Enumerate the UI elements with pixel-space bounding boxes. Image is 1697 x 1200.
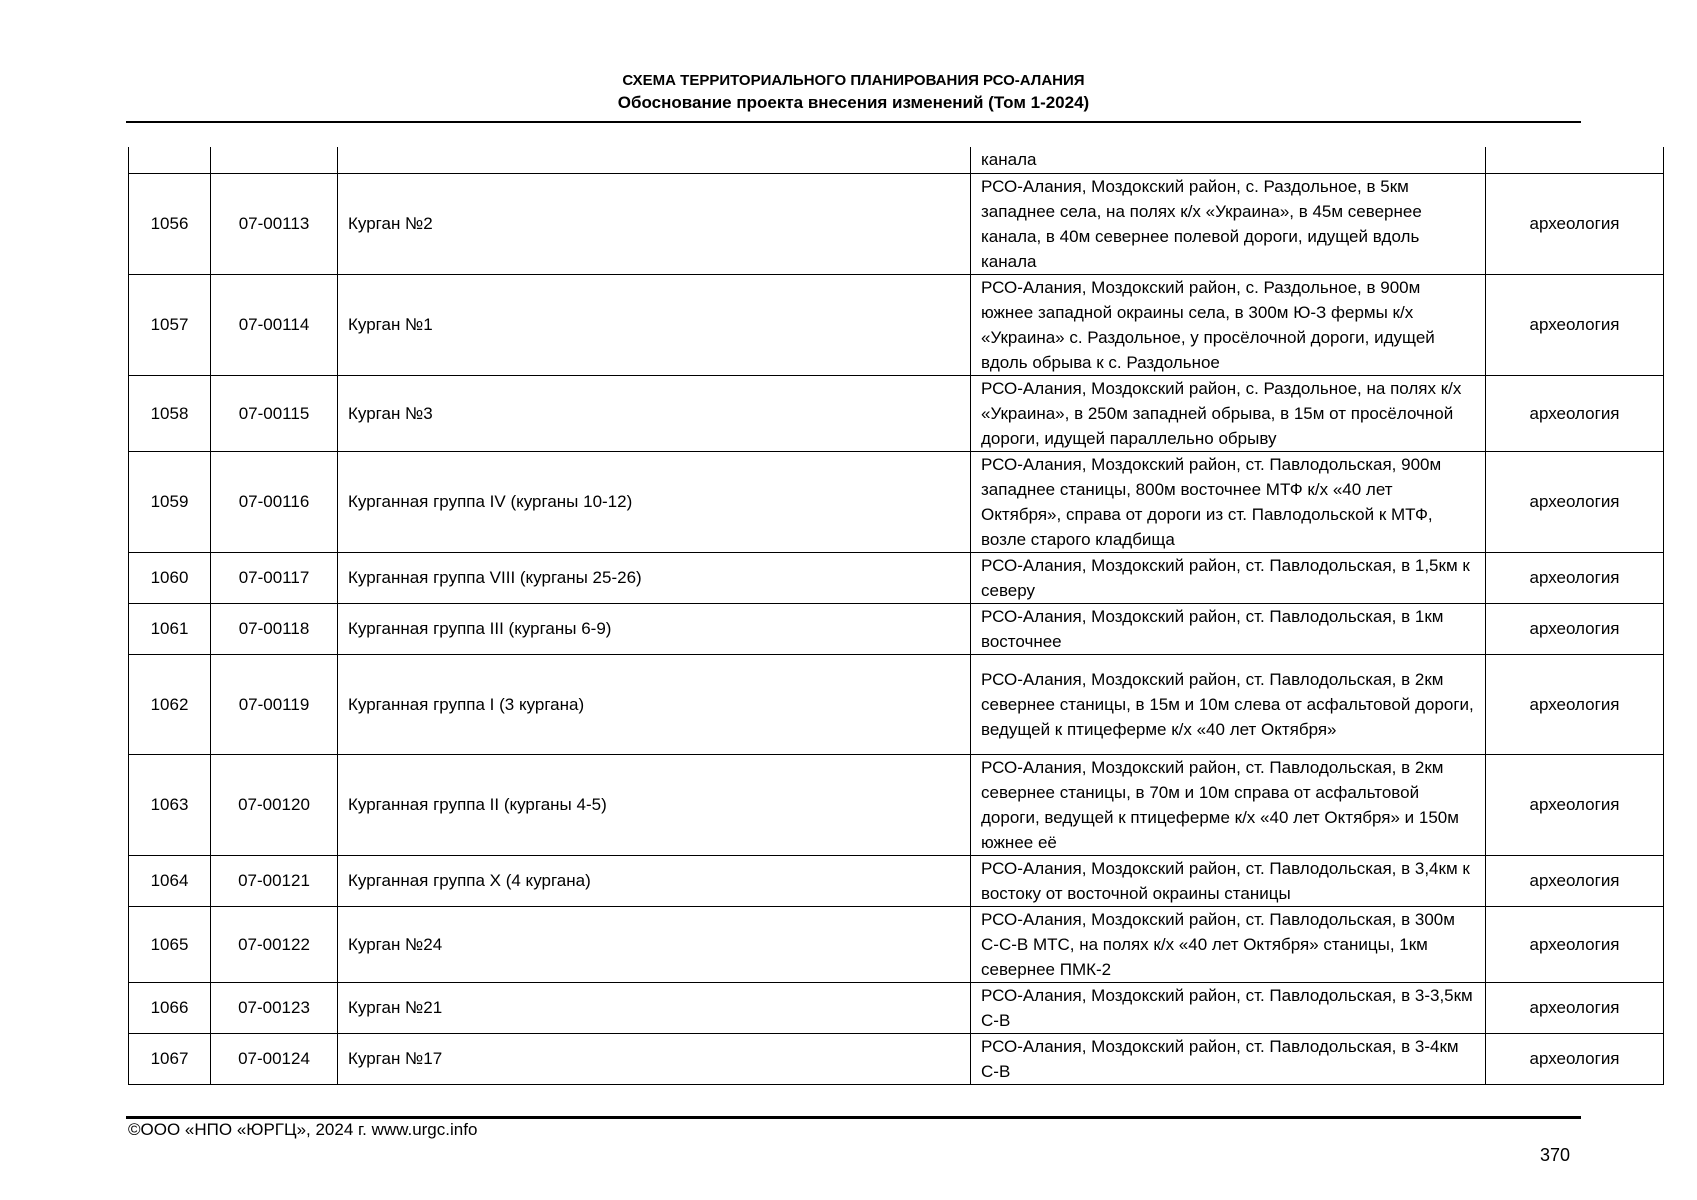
cell-type: археология (1486, 603, 1664, 654)
table-row (129, 173, 1664, 274)
table-row (129, 906, 1664, 982)
cell-number: 1067 (129, 1033, 211, 1084)
cell-name: Курган №3 (338, 375, 971, 451)
document-subtitle: Обоснование проекта внесения изменений (Том 1-2024) (617, 93, 1090, 112)
monuments-table (128, 147, 1664, 1085)
cell-code: 07-00123 (211, 982, 338, 1033)
cell-location: РСО-Алания, Моздокский район, ст. Павлодольская, в 3-3,5км С-В (971, 982, 1486, 1033)
cell-name: Курган №1 (338, 274, 971, 375)
cell-type: археология (1486, 855, 1664, 906)
cell-number (129, 147, 211, 173)
cell-number: 1056 (129, 173, 211, 274)
cell-name: Курган №17 (338, 1033, 971, 1084)
cell-code: 07-00117 (211, 552, 338, 603)
cell-location: РСО-Алания, Моздокский район, с. Раздольное, в 5км западнее села, на полях к/х «Украина», в 45м севернее канала, в 40м севернее полевой дороги, идущей вдоль канала (971, 173, 1486, 274)
footer-copyright: ©ООО «НПО «ЮРГЦ», 2024 г. www.urgc.info (128, 1120, 478, 1139)
cell-location: РСО-Алания, Моздокский район, с. Раздольное, в 900м южнее западной окраины села, в 300м Ю-З фермы к/х «Украина» с. Раздольное, у просёлочной дороги, идущей вдоль обрыва к с. Раздольное (971, 274, 1486, 375)
table-row-continuation (129, 147, 1664, 173)
cell-number: 1063 (129, 754, 211, 855)
cell-type: археология (1486, 654, 1664, 754)
cell-name: Курганная группа III (курганы 6-9) (338, 603, 971, 654)
cell-number: 1058 (129, 375, 211, 451)
cell-name: Курганная группа I (3 кургана) (338, 654, 971, 754)
cell-type: археология (1486, 754, 1664, 855)
cell-name: Курганная группа IV (курганы 10-12) (338, 451, 971, 552)
cell-location: РСО-Алания, Моздокский район, ст. Павлодольская, в 3,4км к востоку от восточной окраины станицы (971, 855, 1486, 906)
cell-number: 1065 (129, 906, 211, 982)
cell-name: Курганная группа VIII (курганы 25-26) (338, 552, 971, 603)
cell-location: канала (971, 147, 1486, 173)
cell-type (1486, 147, 1664, 173)
cell-type: археология (1486, 906, 1664, 982)
table-row (129, 1033, 1664, 1084)
cell-code: 07-00120 (211, 754, 338, 855)
cell-code: 07-00121 (211, 855, 338, 906)
cell-number: 1066 (129, 982, 211, 1033)
cell-code: 07-00122 (211, 906, 338, 982)
cell-code: 07-00116 (211, 451, 338, 552)
cell-code: 07-00119 (211, 654, 338, 754)
cell-number: 1060 (129, 552, 211, 603)
cell-location: РСО-Алания, Моздокский район, ст. Павлодольская, 900м западнее станицы, 800м восточнее МТФ к/х «40 лет Октября», справа от дороги из ст. Павлодольской к МТФ, возле старого кладбища (971, 451, 1486, 552)
cell-location: РСО-Алания, Моздокский район, ст. Павлодольская, в 300м С-С-В МТС, на полях к/х «40 лет Октября» станицы, 1км севернее ПМК-2 (971, 906, 1486, 982)
cell-number: 1062 (129, 654, 211, 754)
table-row (129, 552, 1664, 603)
cell-type: археология (1486, 375, 1664, 451)
header-rule (126, 121, 1581, 123)
cell-name: Курганная группа X (4 кургана) (338, 855, 971, 906)
cell-type: археология (1486, 552, 1664, 603)
document-title: СХЕМА ТЕРРИТОРИАЛЬНОГО ПЛАНИРОВАНИЯ РСО-АЛАНИЯ (622, 72, 1085, 89)
cell-type: археология (1486, 982, 1664, 1033)
table-row (129, 375, 1664, 451)
cell-number: 1059 (129, 451, 211, 552)
cell-type: археология (1486, 1033, 1664, 1084)
cell-name: Курган №2 (338, 173, 971, 274)
cell-location: РСО-Алания, Моздокский район, ст. Павлодольская, в 1км восточнее (971, 603, 1486, 654)
cell-location: РСО-Алания, Моздокский район, ст. Павлодольская, в 1,5км к северу (971, 552, 1486, 603)
cell-name: Курган №24 (338, 906, 971, 982)
document-header (126, 70, 1581, 115)
cell-code: 07-00124 (211, 1033, 338, 1084)
cell-name: Курганная группа II (курганы 4-5) (338, 754, 971, 855)
table-row (129, 754, 1664, 855)
cell-location: РСО-Алания, Моздокский район, ст. Павлодольская, в 2км севернее станицы, в 15м и 10м слева от асфальтовой дороги, ведущей к птицеферме к/х «40 лет Октября» (971, 654, 1486, 754)
cell-type: археология (1486, 451, 1664, 552)
page-number: 370 (1540, 1145, 1571, 1165)
table-row (129, 982, 1664, 1033)
cell-name: Курган №21 (338, 982, 971, 1033)
cell-code: 07-00114 (211, 274, 338, 375)
cell-name (338, 147, 971, 173)
cell-number: 1057 (129, 274, 211, 375)
table-row (129, 654, 1664, 754)
cell-location: РСО-Алания, Моздокский район, с. Раздольное, на полях к/х «Украина», в 250м западней обрыва, в 15м от просёлочной дороги, идущей параллельно обрыву (971, 375, 1486, 451)
cell-code (211, 147, 338, 173)
cell-number: 1061 (129, 603, 211, 654)
monuments-table-body (129, 147, 1664, 1084)
cell-type: археология (1486, 274, 1664, 375)
cell-code: 07-00118 (211, 603, 338, 654)
cell-location: РСО-Алания, Моздокский район, ст. Павлодольская, в 2км севернее станицы, в 70м и 10м справа от асфальтовой дороги, ведущей к птицеферме к/х «40 лет Октября» и 150м южнее её (971, 754, 1486, 855)
cell-code: 07-00113 (211, 173, 338, 274)
cell-number: 1064 (129, 855, 211, 906)
cell-code: 07-00115 (211, 375, 338, 451)
table-row (129, 855, 1664, 906)
cell-type: археология (1486, 173, 1664, 274)
table-row (129, 603, 1664, 654)
table-row (129, 451, 1664, 552)
cell-location: РСО-Алания, Моздокский район, ст. Павлодольская, в 3-4км С-В (971, 1033, 1486, 1084)
table-row (129, 274, 1664, 375)
